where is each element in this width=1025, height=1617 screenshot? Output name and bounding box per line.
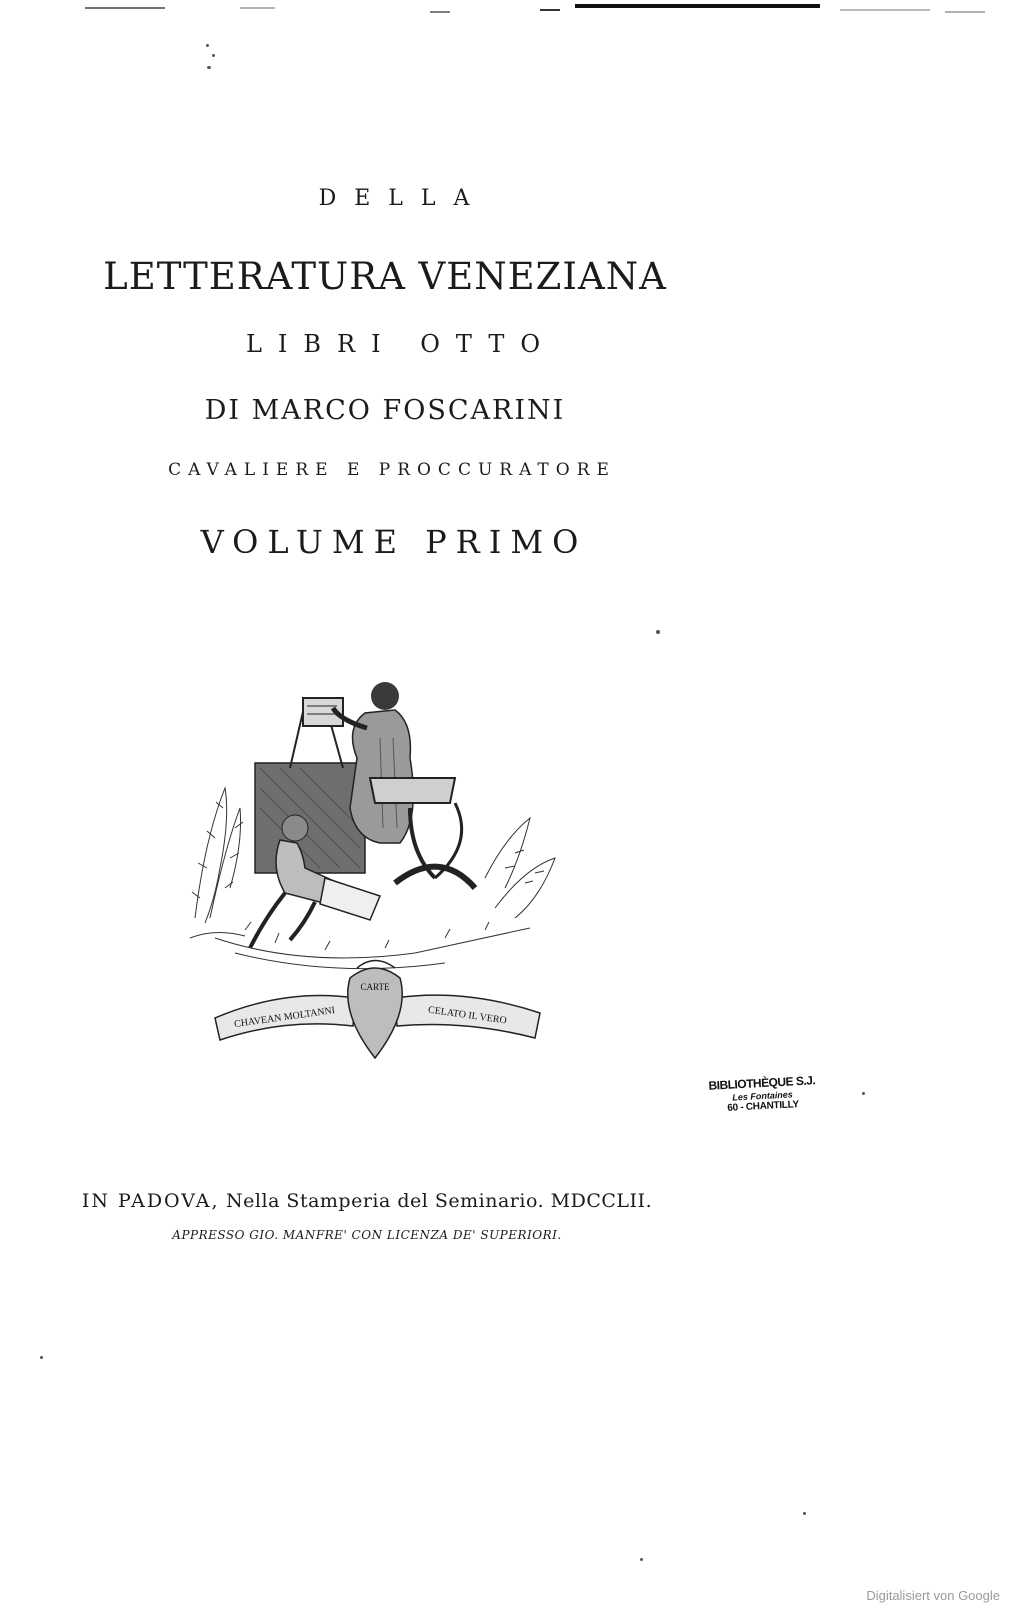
motto-left: CHAVEAN MOLTANNI — [233, 1004, 336, 1031]
ink-speck — [206, 44, 209, 47]
imprint-publisher-line: APPRESSO GIO. MANFRE' CON LICENZA DE' SUPERIORI. — [172, 1228, 562, 1242]
title-della: DELLA — [318, 186, 488, 211]
main-title: LETTERATURA VENEZIANA — [103, 255, 667, 298]
digitization-watermark: Digitalisiert von Google — [866, 1588, 1000, 1603]
author-rank: CAVALIERE E PROCCURATORE — [168, 460, 616, 480]
library-stamp — [689, 1073, 836, 1116]
ink-speck — [640, 1558, 643, 1561]
ink-speck — [656, 630, 660, 634]
ink-speck — [803, 1512, 806, 1515]
ink-speck — [207, 66, 211, 69]
volume-label: VOLUME PRIMO — [200, 523, 588, 561]
scroll-top-label: CARTE — [360, 982, 390, 992]
stamp-line-2: Les Fontaines — [732, 1089, 794, 1103]
imprint-place: IN PADOVA, — [81, 1190, 220, 1212]
stamp-line-3: 60 - CHANTILLY — [727, 1099, 800, 1114]
cartouche — [215, 961, 540, 1059]
foliage-left — [190, 788, 245, 938]
engraved-vignette — [185, 668, 565, 1068]
imprint-line — [0, 1190, 734, 1212]
stamp-line-1: BIBLIOTHÈQUE S.J. — [708, 1073, 816, 1093]
foliage-right — [485, 818, 555, 918]
ink-speck — [862, 1092, 865, 1095]
imprint-press: Nella Stamperia del Seminario. — [226, 1190, 545, 1212]
subtitle-libri: LIBRI OTTO — [245, 330, 557, 358]
motto-right: CELATO IL VERO — [427, 1004, 508, 1027]
ink-speck — [212, 54, 215, 57]
scan-edge-marks — [0, 0, 1025, 20]
ink-speck — [40, 1356, 43, 1359]
imprint-year: MDCCLII. — [550, 1190, 653, 1212]
author-line: DI MARCO FOSCARINI — [204, 395, 566, 426]
